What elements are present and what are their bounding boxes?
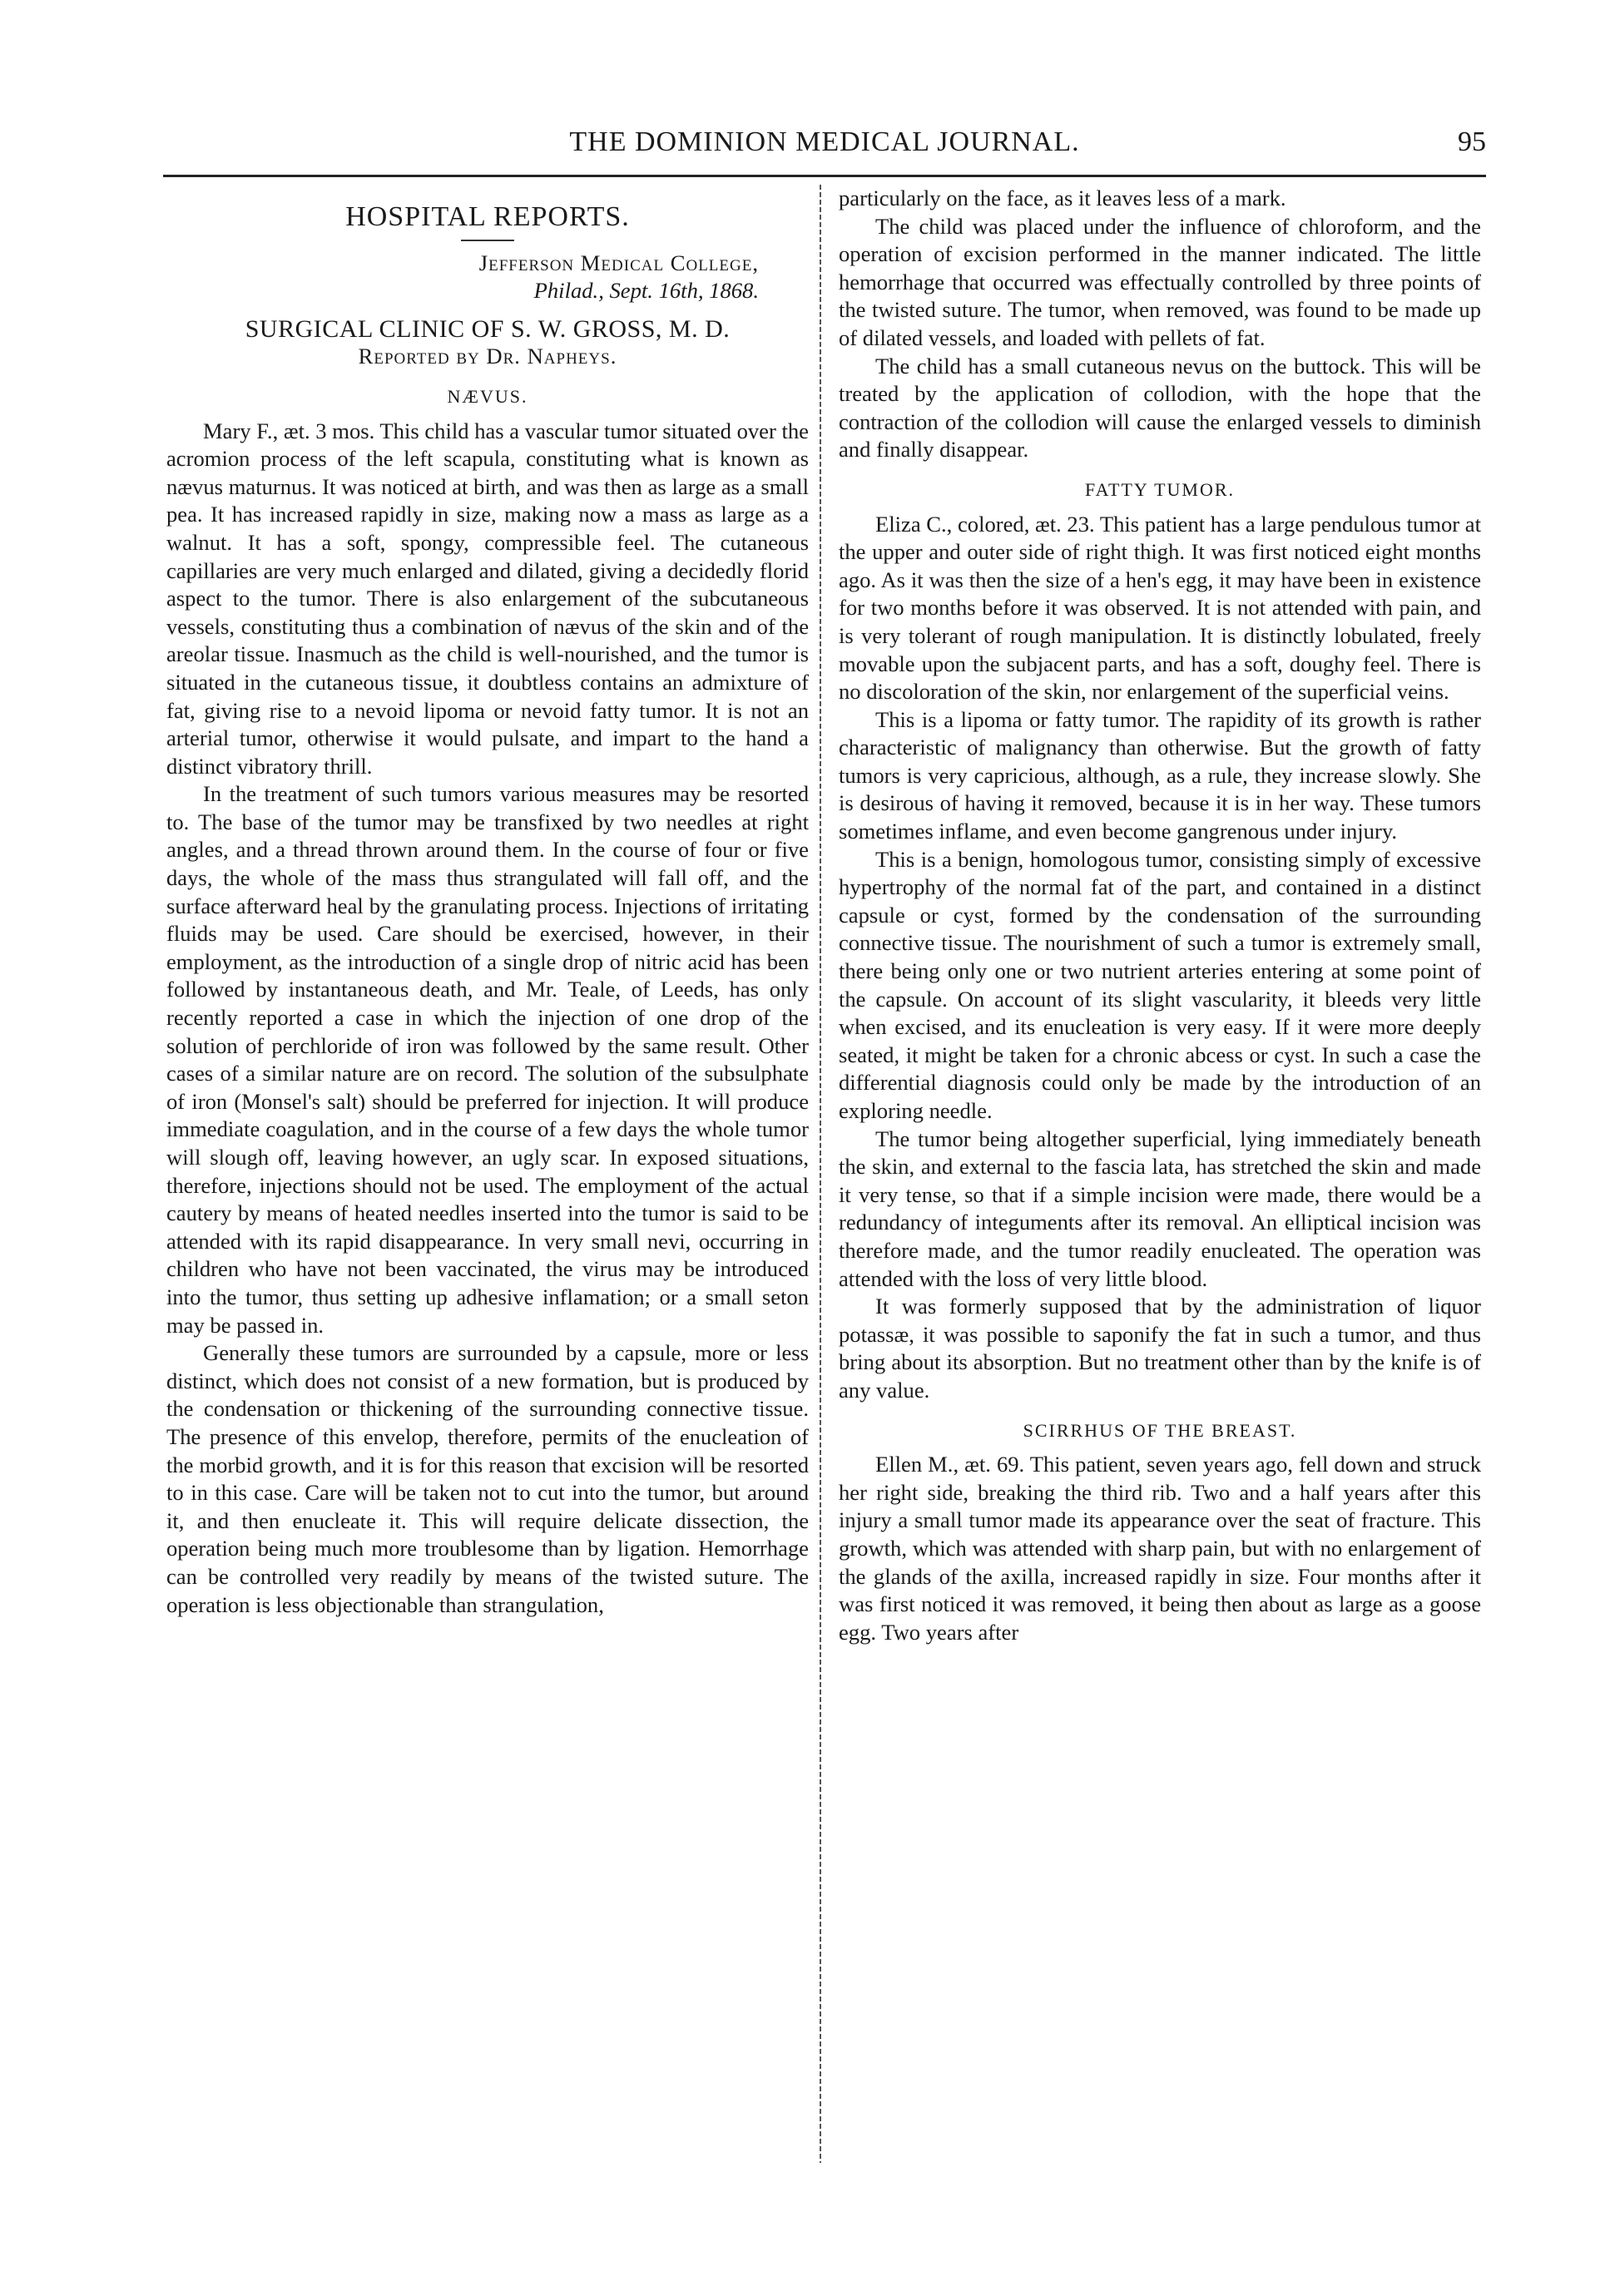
paragraph: The child was placed under the influence of chloroform, and the operation of excision performed in the manner indicated. The little hemorrhage that occurred was effectually controlled by three points of the twisted suture. The tumor, when removed, was found to be made up of dilated vessels, and loaded with pellets of fat. (839, 213, 1481, 350)
paragraph: The child has a small cutaneous nevus on the buttock. This will be treated by the application of collodion, with the hope that the contraction of the collodion will cause the enlarged vessels to diminish and finally disappear. (839, 353, 1481, 463)
section-title: HOSPITAL REPORTS. (345, 201, 630, 232)
right-column (839, 185, 1481, 2165)
paragraph: Eliza C., colored, æt. 23. This patient has a large pendulous tumor at the upper and outer side of right thigh. It was first noticed eight months ago. As it was then the size of a hen's egg, it may have been in existence for two months before it was observed. It is not attended with pain, and is very tolerant of rough manipulation. It is distinctly lobulated, freely movable upon the subjacent parts, and has a soft, doughy feel. There is no discoloration of the skin, nor enlargement of the superficial veins. (839, 511, 1481, 705)
dateline-institution: Jefferson Medical College, (478, 250, 759, 275)
running-header (163, 121, 1486, 163)
paragraph: Ellen M., æt. 69. This patient, seven years ago, fell down and struck her right side, breaking the third rib. Two and a half years after this injury a small tumor made its appearance over the seat of fracture. This growth, which was attended with sharp pain, but with no enlargement of the glands of the axilla, increased rapidly in size. Four months after it was first noticed it was removed, it being then about as large as a goose egg. Two years after (839, 1452, 1481, 1645)
subhead-fatty-tumor: FATTY TUMOR. (1084, 478, 1236, 500)
dateline-date: Philad., Sept. 16th, 1868. (533, 278, 759, 304)
reporter-line: Reported by Dr. Napheys. (358, 344, 617, 369)
dateline (166, 250, 809, 305)
page-number: 95 (1458, 126, 1486, 157)
paragraph: The tumor being altogether superficial, lying immediately beneath the skin, and external to the fascia lata, has stretched the skin and made it very tense, so that if a simple incision were made, there would be a redundancy of integuments after its removal. An elliptical incision was therefore made, and the tumor readily enucleated. The operation was attended with the loss of very little blood. (839, 1126, 1481, 1291)
header-rule (163, 175, 1486, 177)
subhead-naevus: NÆVUS. (447, 385, 528, 407)
title-rule (461, 240, 514, 241)
paragraph: Mary F., æt. 3 mos. This child has a vascular tumor situated over the acromion process of the left scapula, constituting what is known as nævus maturnus. It was noticed at birth, and was then as large as a small pea. It has increased rapidly in size, making now a mass as large as a walnut. It has a soft, spongy, compressible feel. The cutaneous capillaries are very much enlarged and dilated, giving a decidedly florid aspect to the tumor. There is also enlargement of the subcutaneous vessels, constituting thus a combination of nævus of the skin and of the areolar tissue. Inasmuch as the child is well-nourished, and the tumor is situated in the cutaneous tissue, it doubtless contains an admixture of fat, giving rise to a nevoid lipoma or nevoid fatty tumor. It is not an arterial tumor, otherwise it would pulsate, and impart to the hand a distinct vibratory thrill. (166, 418, 809, 779)
paragraph: Generally these tumors are surrounded by a capsule, more or less distinct, which does not consist of a new formation, but is produced by the condensation or thickening of the surrounding connective tissue. The presence of this envelop, therefore, permits of the enucleation of the morbid growth, and it is for this reason that excision will be resorted to in this case. Care will be taken not to cut into the tumor, but around it, and then enucleate it. This will require delicate dissection, the operation being much more troublesome than by ligation. Hemorrhage can be controlled very readily by means of the twisted suture. The operation is less objectionable than strangulation, (166, 1340, 809, 1617)
paragraph: This is a lipoma or fatty tumor. The rapidity of its growth is rather characteristic of malignancy than otherwise. But the growth of fatty tumors is very capricious, although, as a rule, they increase slowly. She is desirous of having it removed, because it is in her way. These tumors sometimes inflame, and even become gangrenous under injury. (839, 706, 1481, 844)
journal-title: THE DOMINION MEDICAL JOURNAL. (569, 126, 1080, 157)
paragraph: This is a benign, homologous tumor, consisting simply of excessive hypertrophy of the normal fat of the part, and contained in a distinct capsule or cyst, formed by the condensation of the surrounding connective tissue. The nourishment of such a tumor is extremely small, there being only one or two nutrient arteries entering at some point of the capsule. On account of its slight vascularity, it bleeds very little when excised, and its enucleation is very easy. If it were more deeply seated, it might be taken for a chronic abcess or cyst. In such a case the differential diagnosis could only be made by the introduction of an exploring needle. (839, 846, 1481, 1123)
left-column (166, 185, 809, 2165)
paragraph: particularly on the face, as it leaves less of a mark. (839, 186, 1286, 210)
column-divider (820, 185, 821, 2163)
paragraph: It was formerly supposed that by the administration of liquor potassæ, it was possible to saponify the fat in such a tumor, and thus bring about its absorption. But no treatment other than by the knife is of any value. (839, 1294, 1481, 1403)
paragraph: In the treatment of such tumors various measures may be resorted to. The base of the tumor may be transfixed by two needles at right angles, and a thread thrown around them. In the course of four or five days, the whole of the mass thus strangulated will fall off, and the surface afterward heal by the granulating process. Injections of irritating fluids may be used. Care should be exercised, however, in their employment, as the introduction of a single drop of nitric acid has been followed by instantaneous death, and Mr. Teale, of Leeds, has only recently reported a case in which the injection of one drop of the solution of perchloride of iron was followed by the same result. Other cases of a similar nature are on record. The solution of the subsulphate of iron (Monsel's salt) should be preferred for injection. It will produce immediate coagulation, and in the course of a few days the whole tumor will slough off, leaving however, an ugly scar. In exposed situations, therefore, injections should not be used. The employment of the actual cautery by means of heated needles inserted into the tumor is said to be attended with its rapid disappearance. In very small nevi, occurring in children who have not been vaccinated, the virus may be introduced into the tumor, thus setting up adhesive inflamation; or a small seton may be passed in. (166, 781, 809, 1338)
subhead-scirrhus: SCIRRHUS OF THE BREAST. (1023, 1419, 1297, 1441)
clinic-title: SURGICAL CLINIC OF S. W. GROSS, M. D. (245, 314, 731, 343)
